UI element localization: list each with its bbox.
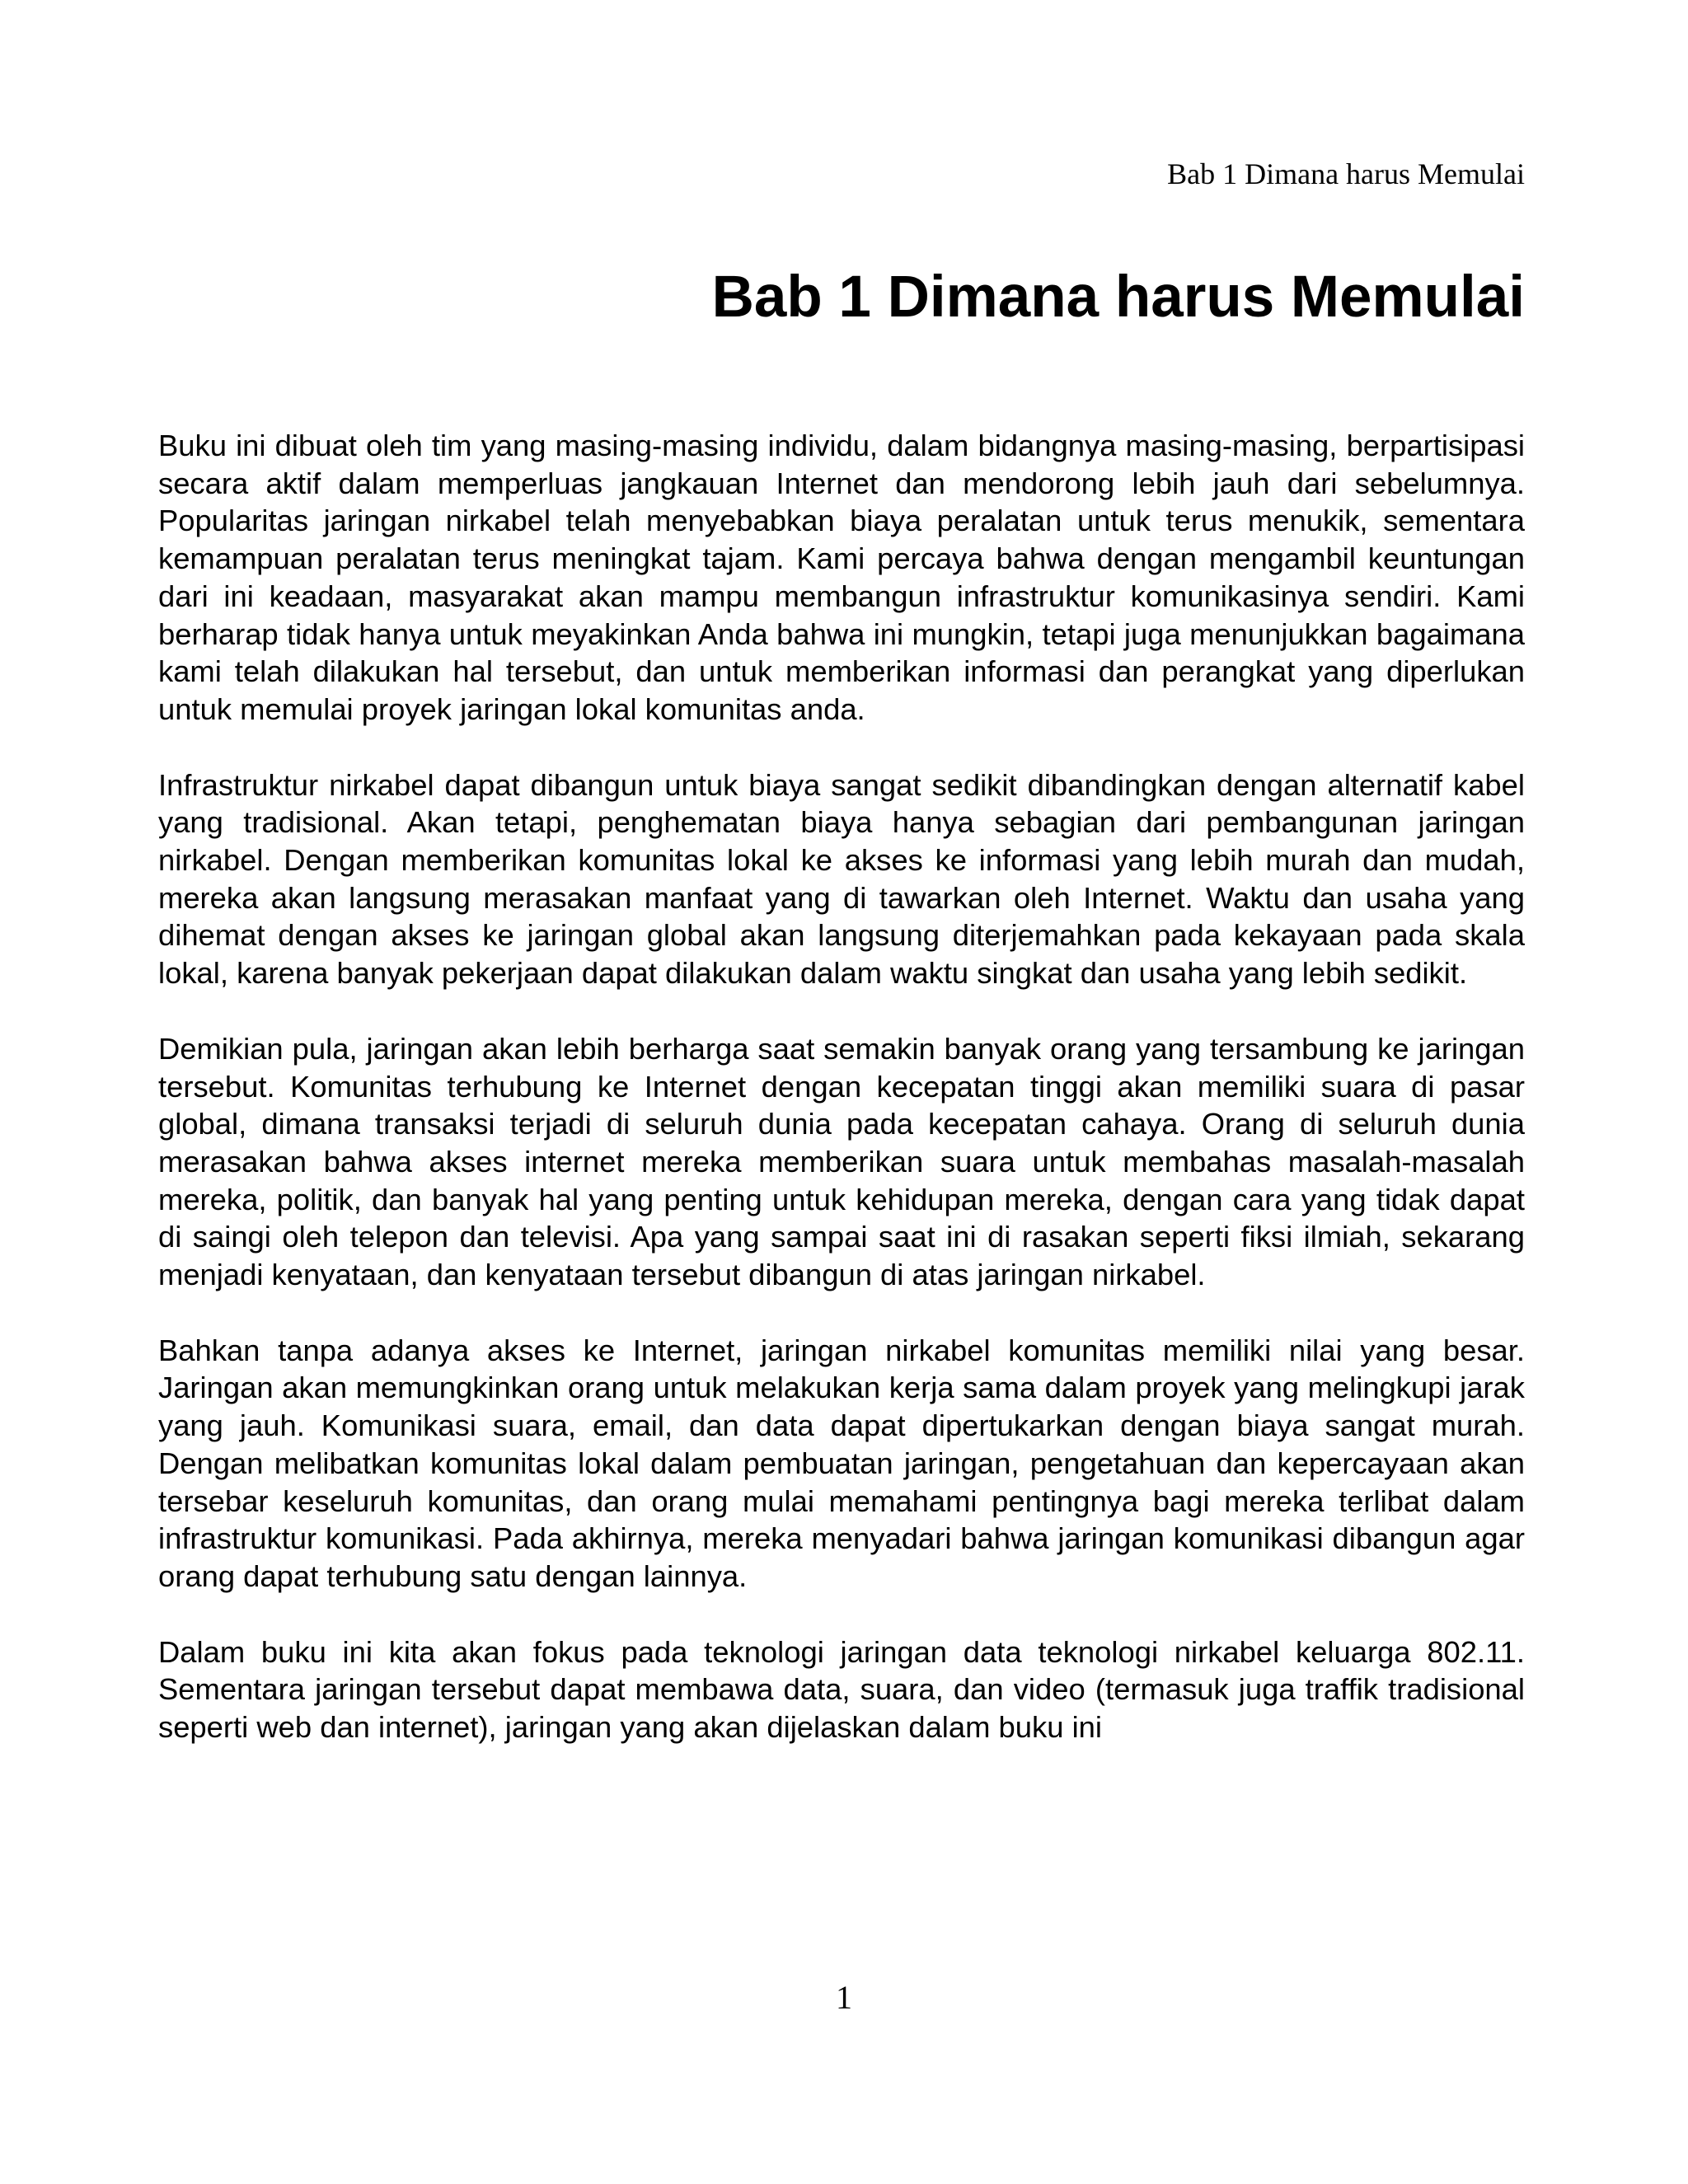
paragraph: Demikian pula, jaringan akan lebih berharga saat semakin banyak orang yang tersambung ke jaringan tersebut. Komunitas terhubung ke Internet dengan kecepatan tinggi akan memiliki suara di pasar global, dimana transaksi terjadi di seluruh dunia pada kecepatan cahaya. Orang di seluruh dunia merasakan bahwa akses internet mereka memberikan suara untuk membahas masalah-masalah mereka, politik, dan banyak hal yang penting untuk kehidupan mereka, dengan cara yang tidak dapat di saingi oleh telepon dan televisi. Apa yang sampai saat ini di rasakan seperti fiksi ilmiah, sekarang menjadi kenyataan, dan kenyataan tersebut dibangun di atas jaringan nirkabel. <box>158 1031 1525 1292</box>
paragraph: Bahkan tanpa adanya akses ke Internet, jaringan nirkabel komunitas memiliki nilai yang besar. Jaringan akan memungkinkan orang untuk melakukan kerja sama dalam proyek yang melingkupi jarak yang jauh. Komunikasi suara, email, dan data dapat dipertukarkan dengan biaya sangat murah. Dengan melibatkan komunitas lokal dalam pembuatan jaringan, pengetahuan dan kepercayaan akan tersebar keseluruh komunitas, dan orang mulai memahami pentingnya bagi mereka terlibat dalam infrastruktur komunikasi. Pada akhirnya, mereka menyadari bahwa jaringan komunikasi dibangun agar orang dapat terhubung satu dengan lainnya. <box>158 1333 1525 1593</box>
running-header: Bab 1 Dimana harus Memulai <box>1167 157 1525 190</box>
body-text <box>158 427 1525 1784</box>
paragraph: Buku ini dibuat oleh tim yang masing-masing individu, dalam bidangnya masing-masing, berpartisipasi secara aktif dalam memperluas jangkauan Internet dan mendorong lebih jauh dari sebelumnya. Popularitas jaringan nirkabel telah menyebabkan biaya peralatan untuk terus menukik, sementara kemampuan peralatan terus meningkat tajam. Kami percaya bahwa dengan mengambil keuntungan dari ini keadaan, masyarakat akan mampu membangun infrastruktur komunikasinya sendiri. Kami berharap tidak hanya untuk meyakinkan Anda bahwa ini mungkin, tetapi juga menunjukkan bagaimana kami telah dilakukan hal tersebut, dan untuk memberikan informasi dan perangkat yang diperlukan untuk memulai proyek jaringan lokal komunitas anda. <box>158 429 1525 726</box>
paragraph: Dalam buku ini kita akan fokus pada teknologi jaringan data teknologi nirkabel keluarga 802.11. Sementara jaringan tersebut dapat membawa data, suara, dan video (termasuk juga traffik tradisional seperti web dan internet), jaringan yang akan dijelaskan dalam buku ini <box>158 1634 1525 1745</box>
chapter-title: Bab 1 Dimana harus Memulai <box>711 265 1525 330</box>
paragraph: Infrastruktur nirkabel dapat dibangun untuk biaya sangat sedikit dibandingkan dengan alternatif kabel yang tradisional. Akan tetapi, penghematan biaya hanya sebagian dari pembangunan jaringan nirkabel. Dengan memberikan komunitas lokal ke akses ke informasi yang lebih murah dan mudah, mereka akan langsung merasakan manfaat yang di tawarkan oleh Internet. Waktu dan usaha yang dihemat dengan akses ke jaringan global akan langsung diterjemahkan pada kekayaan pada skala lokal, karena banyak pekerjaan dapat dilakukan dalam waktu singkat dan usaha yang lebih sedikit. <box>158 767 1525 991</box>
page-number: 1 <box>836 1979 852 2016</box>
